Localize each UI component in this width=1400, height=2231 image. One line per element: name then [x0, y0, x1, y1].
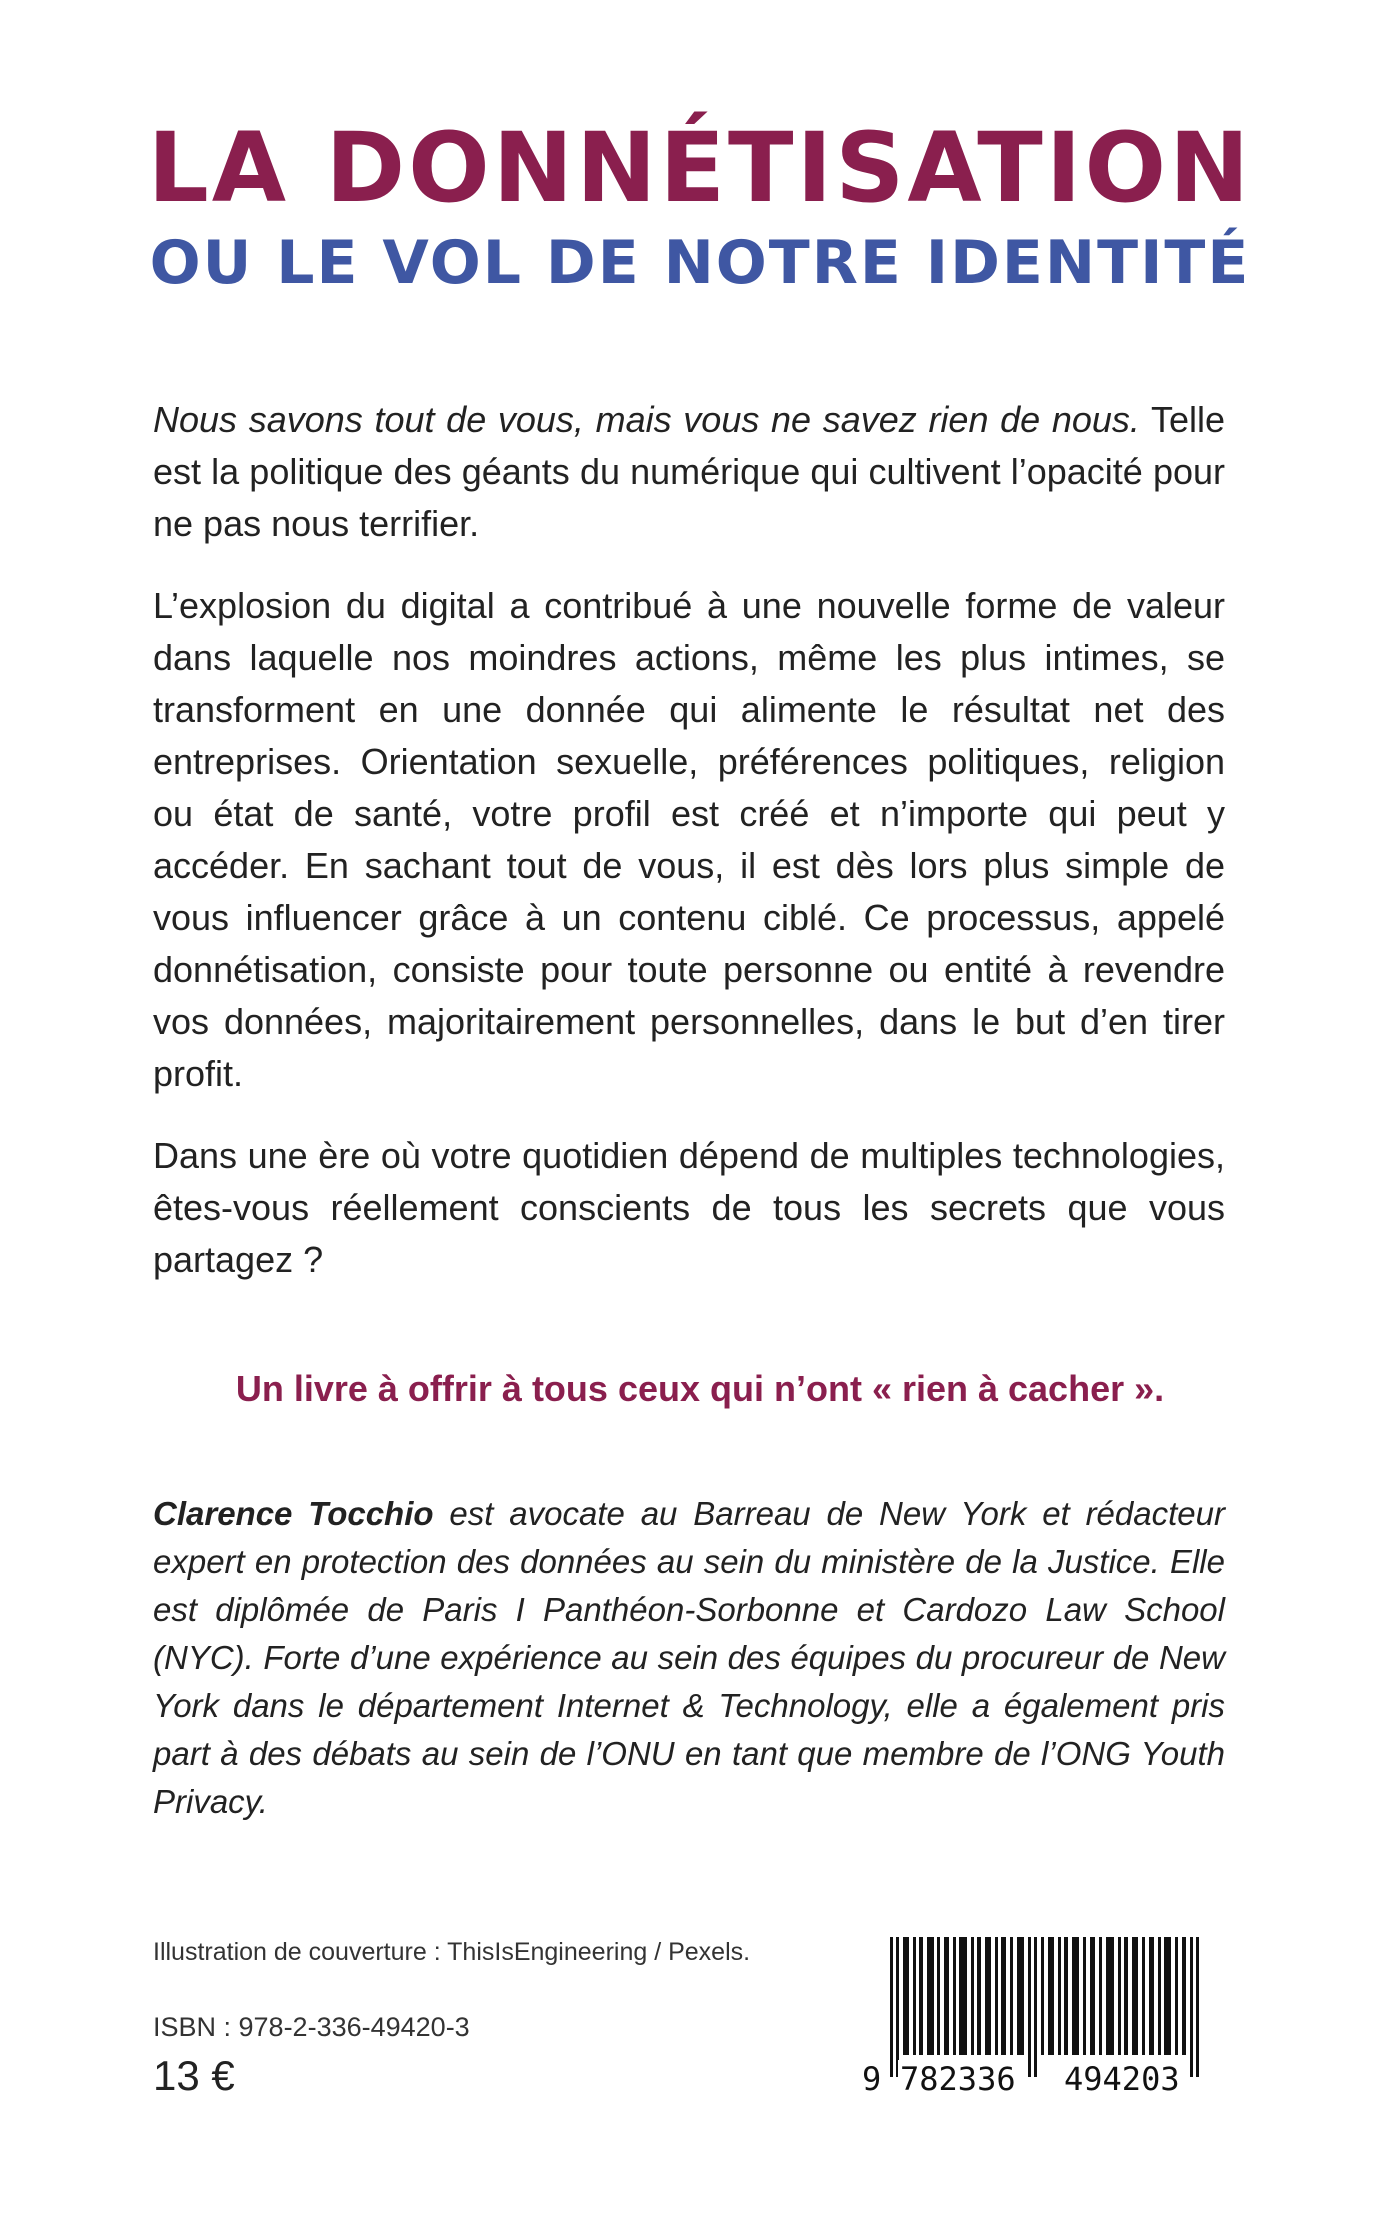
barcode-digits	[862, 2060, 1224, 2100]
cover-credit: Illustration de couverture : ThisIsEngineering / Pexels.	[153, 1938, 751, 1966]
blurb-paragraph-1	[153, 394, 1225, 550]
book-subtitle: OU LE VOL DE NOTRE IDENTITÉ	[149, 228, 1251, 298]
isbn: ISBN : 978-2-336-49420-3	[153, 2012, 470, 2042]
author-name: Clarence Tocchio	[153, 1495, 434, 1532]
blurb-quote: Nous savons tout de vous, mais vous ne savez rien de nous.	[153, 399, 1140, 440]
tagline: Un livre à offrir à tous ceux qui n’ont « rien à cacher ».	[235, 1368, 1165, 1409]
blurb-paragraph-1-text: Telle est la politique des géants du numérique qui cultivent l’opacité pour ne pas nous terrifier.	[153, 399, 1225, 544]
price: 13 €	[153, 2052, 235, 2099]
barcode-left-group: 782336	[900, 2060, 1016, 2098]
barcode-first-digit: 9	[862, 2060, 882, 2098]
blurb-paragraph-2-text: L’explosion du digital a contribué à une nouvelle forme de valeur dans laquelle nos moindres actions, même les plus intimes, se transforment en une donnée qui alimente le résultat net des entreprises. Orientation sexuelle, préférences politiques, religion ou état de santé, votre profil est créé et n’importe qui peut y accéder. En sachant tout de vous, il est dès lors plus simple de vous influencer grâce à un contenu ciblé. Ce processus, appelé donnétisation, consiste pour toute personne ou entité à revendre vos données, majoritairement personnelles, dans le but d’en tirer profit.	[153, 585, 1225, 1094]
blurb-paragraph-3	[153, 1130, 1225, 1286]
blurb-paragraph-2	[153, 580, 1225, 1100]
book-title: LA DONNÉTISATION	[147, 112, 1253, 224]
author-bio-text: est avocate au Barreau de New York et rédacteur expert en protection des données au sein du ministère de la Justice. Elle est diplômée de Paris I Panthéon-Sorbonne et Cardozo Law School (NYC). Forte d’une expérience au sein des équipes du procureur de New York dans le département Internet & Technology, elle a également pris part à des débats au sein de l’ONU en tant que membre de l’ONG Youth Privacy.	[153, 1495, 1225, 1820]
blurb-paragraph-3-text: Dans une ère où votre quotidien dépend de multiples technologies, êtes-vous réellement conscients de tous les secrets que vous partagez ?	[153, 1135, 1225, 1280]
author-bio	[153, 1490, 1225, 1826]
barcode-right-group: 494203	[1064, 2060, 1180, 2098]
